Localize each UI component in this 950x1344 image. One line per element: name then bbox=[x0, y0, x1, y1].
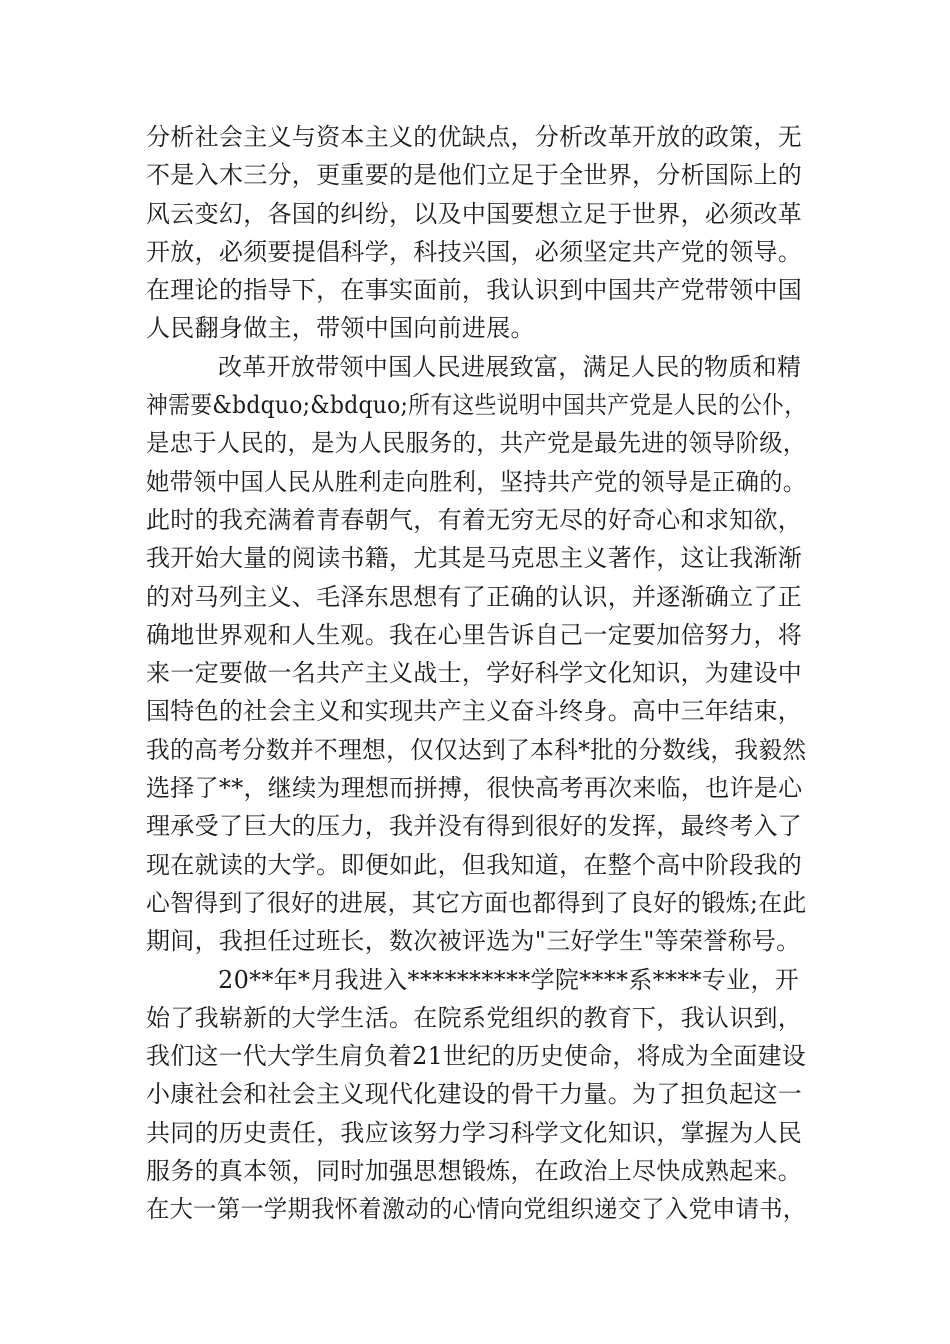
text-line: 心智得到了很好的进展，其它方面也都得到了良好的锻炼;在此 bbox=[146, 888, 807, 917]
text-line: 现在就读的大学。即便如此，但我知道，在整个高中阶段我的 bbox=[146, 850, 803, 879]
text-line: 神需要&bdquo;&bdquo;所有这些说明中国共产党是人民的公仆， bbox=[146, 391, 807, 420]
text-line: 20**年*月我进入**********学院****系****专业，开 bbox=[218, 965, 800, 994]
text-line: 开放，必须要提倡科学，科技兴国，必须坚定共产党的领导。 bbox=[146, 237, 803, 266]
text-line: 小康社会和社会主义现代化建设的骨干力量。为了担负起这一 bbox=[146, 1080, 803, 1109]
text-line: 不是入木三分，更重要的是他们立足于全世界，分析国际上的 bbox=[146, 161, 803, 190]
text-line: 期间，我担任过班长，数次被评选为"三好学生"等荣誉称号。 bbox=[146, 927, 801, 956]
text-line: 我们这一代大学生肩负着21世纪的历史使命，将成为全面建设 bbox=[146, 1042, 806, 1071]
text-line: 分析社会主义与资本主义的优缺点，分析改革开放的政策，无 bbox=[146, 123, 803, 151]
text-line: 来一定要做一名共产主义战士，学好科学文化知识，为建设中 bbox=[146, 659, 803, 688]
text-line: 风云变幻，各国的纠纷，以及中国要想立足于世界，必须改革 bbox=[146, 199, 803, 228]
text-line: 的对马列主义、毛泽东思想有了正确的认识，并逐渐确立了正 bbox=[146, 582, 803, 611]
text-line: 国特色的社会主义和实现共产主义奋斗终身。高中三年结束， bbox=[146, 697, 803, 726]
text-line: 我的高考分数并不理想，仅仅达到了本科*批的分数线，我毅然 bbox=[146, 735, 807, 764]
text-line: 改革开放带领中国人民进展致富，满足人民的物质和精 bbox=[218, 352, 802, 381]
text-line: 人民翻身做主，带领中国向前进展。 bbox=[146, 314, 535, 343]
text-line: 确地世界观和人生观。我在心里告诉自己一定要加倍努力，将 bbox=[146, 620, 803, 649]
body-text bbox=[146, 118, 806, 1229]
text-line: 选择了**，继续为理想而拼搏，很快高考再次来临，也许是心 bbox=[146, 774, 803, 803]
text-line: 她带领中国人民从胜利走向胜利，坚持共产党的领导是正确的。 bbox=[146, 467, 807, 496]
text-line: 服务的真本领，同时加强思想锻炼，在政治上尽快成熟起来。 bbox=[146, 1157, 803, 1186]
text-line: 理承受了巨大的压力，我并没有得到很好的发挥，最终考入了 bbox=[146, 812, 803, 841]
text-line: 此时的我充满着青春朝气，有着无穷无尽的好奇心和求知欲， bbox=[146, 505, 803, 534]
text-line: 始了我崭新的大学生活。在院系党组织的教育下，我认识到， bbox=[146, 1003, 803, 1032]
text-line: 在理论的指导下，在事实面前，我认识到中国共产党带领中国 bbox=[146, 276, 803, 305]
text-line: 是忠于人民的，是为人民服务的，共产党是最先进的领导阶级， bbox=[146, 429, 807, 458]
text-line: 在大一第一学期我怀着激动的心情向党组织递交了入党申请书， bbox=[146, 1195, 807, 1224]
text-line: 我开始大量的阅读书籍，尤其是马克思主义著作，这让我渐渐 bbox=[146, 544, 803, 573]
text-line: 共同的历史责任，我应该努力学习科学文化知识，掌握为人民 bbox=[146, 1118, 803, 1147]
